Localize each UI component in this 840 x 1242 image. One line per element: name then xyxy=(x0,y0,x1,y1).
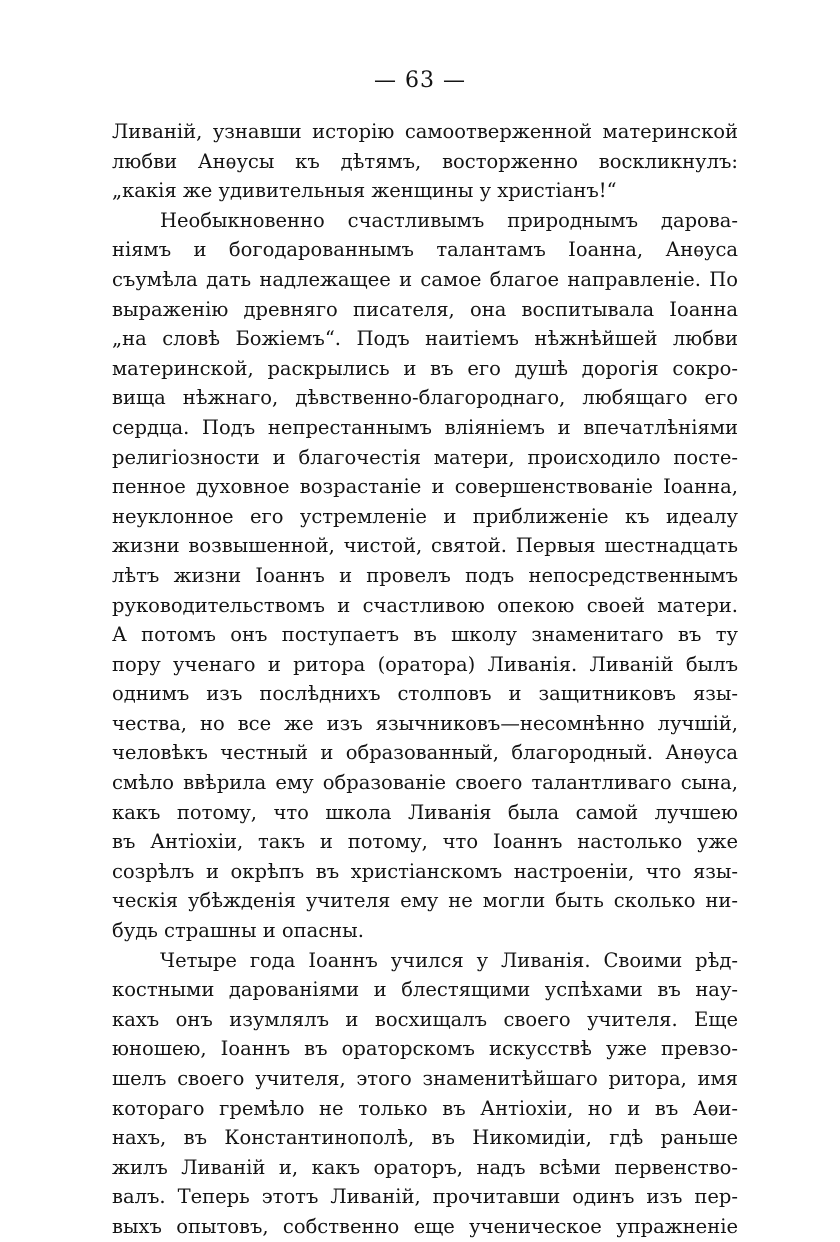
text-line: материнской, раскрылись и въ его душѣ дорогія сокро- xyxy=(112,356,738,380)
text-line: котораго гремѣло не только въ Антіохіи, но и въ Аѳи- xyxy=(112,1096,738,1120)
text-line: Четыре года Іоаннъ учился у Ливанія. Своими рѣд- xyxy=(160,948,738,972)
text-line: будь страшны и опасны. xyxy=(112,919,364,943)
text-line: пенное духовное возрастаніе и совершенствованіе Іоанна, xyxy=(112,475,738,499)
text-line: созрѣлъ и окрѣпъ въ христіанскомъ настроеніи, что язы- xyxy=(112,859,738,883)
text-line: любви Анѳусы къ дѣтямъ, восторженно воскликнулъ: xyxy=(112,149,738,173)
text-line: съумѣла дать надлежащее и самое благое направленіе. По xyxy=(112,267,738,291)
text-line: костными дарованіями и блестящими успѣхами въ нау- xyxy=(112,978,738,1002)
text-line: ческія убѣжденія учителя ему не могли быть сколько ни- xyxy=(112,889,738,913)
text-line: вища нѣжнаго, дѣвственно-благороднаго, любящаго его xyxy=(112,386,738,410)
text-line: ніямъ и богодарованнымъ талантамъ Іоанна, Анѳуса xyxy=(112,238,738,262)
text-line: какъ потому, что школа Ливанія была самой лучшею xyxy=(112,800,738,824)
text-line: шелъ своего учителя, этого знаменитѣйшаго ритора, имя xyxy=(112,1067,738,1090)
text-line: руководительствомъ и счастливою опекою своей матери. xyxy=(112,593,738,617)
text-line: неуклонное его устремленіе и приближеніе къ идеалу xyxy=(112,504,738,528)
text-line: однимъ изъ послѣднихъ столповъ и защитниковъ язы- xyxy=(112,682,738,706)
page-number: — 63 — xyxy=(374,68,466,93)
text-line: выхъ опытовъ, собственно еще ученическое упражненіе xyxy=(112,1214,738,1238)
text-line: „на словѣ Божіемъ“. Подъ наитіемъ нѣжнѣйшей любви xyxy=(112,327,738,351)
text-line: выраженію древняго писателя, она воспитывала Іоанна xyxy=(112,297,738,321)
text-line: жизни возвышенной, чистой, святой. Первыя шестнадцать xyxy=(112,534,738,558)
paragraph xyxy=(112,206,738,946)
text-line: жилъ Ливаній и, какъ ораторъ, надъ всѣми первенство- xyxy=(112,1155,738,1179)
text-line: „какія же удивительныя женщины у христіанъ!“ xyxy=(112,179,617,203)
text-line: валъ. Теперь этотъ Ливаній, прочитавши одинъ изъ пер- xyxy=(112,1185,738,1209)
paragraph xyxy=(112,946,738,1242)
text-line: юношею, Іоаннъ въ ораторскомъ искусствѣ уже превзо- xyxy=(112,1037,738,1061)
text-line: А потомъ онъ поступаетъ въ школу знаменитаго въ ту xyxy=(112,623,738,647)
text-line: нахъ, въ Константинополѣ, въ Никомидіи, гдѣ раньше xyxy=(112,1126,738,1150)
text-line: чества, но все же изъ язычниковъ—несомнѣнно лучшій, xyxy=(112,711,738,735)
body-text xyxy=(112,117,738,1242)
text-line: пору ученаго и ритора (оратора) Ливанія. Ливаній былъ xyxy=(112,652,738,676)
text-line: кахъ онъ изумлялъ и восхищалъ своего учителя. Еще xyxy=(112,1007,738,1031)
text-line: въ Антіохіи, такъ и потому, что Іоаннъ настолько уже xyxy=(112,830,738,854)
text-line: Необыкновенно счастливымъ природнымъ дарова- xyxy=(160,208,738,232)
paragraph xyxy=(112,117,738,206)
text-line: сердца. Подъ непрестаннымъ вліяніемъ и впечатлѣніями xyxy=(112,415,738,439)
text-line: человѣкъ честный и образованный, благородный. Анѳуса xyxy=(112,741,738,765)
text-line: Ливаній, узнавши исторію самоотверженной материнской xyxy=(112,120,738,143)
text-line: лѣтъ жизни Іоаннъ и провелъ подъ непосредственнымъ xyxy=(112,563,738,587)
text-line: смѣло ввѣрила ему образованіе своего талантливаго сына, xyxy=(112,771,738,795)
text-line: религіозности и благочестія матери, происходило посте- xyxy=(112,445,738,469)
